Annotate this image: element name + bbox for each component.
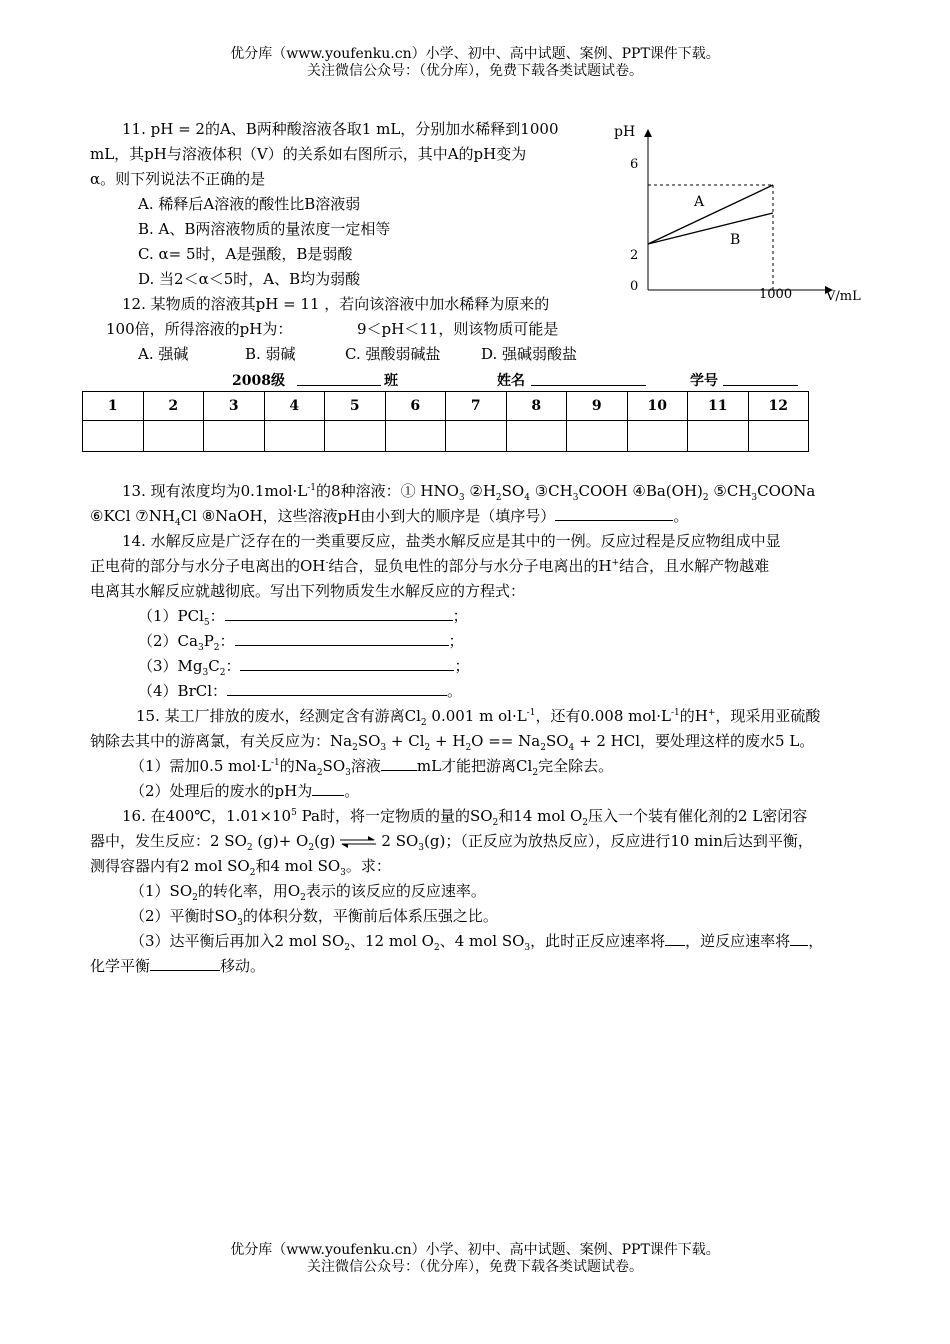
answer-cell[interactable] — [446, 421, 507, 452]
q15-item1: （1）需加0.5 $mol\cdot L^{-1}$的$Na_2SO_3$溶液 mL才能把游离$Cl_2$完全除去。 — [130, 757, 614, 778]
q14-line3: 电离其水解反应就越彻底。写出下列物质发生水解反应的方程式： — [90, 582, 526, 600]
answer-cell[interactable] — [688, 421, 749, 452]
y-axis-label: pH — [614, 124, 636, 140]
q14-item2: $(2)Ca_3P_2$： ； — [138, 632, 464, 653]
q15-answer-blank-2[interactable] — [312, 781, 344, 796]
q12-option-b: B. 弱碱 — [245, 345, 296, 363]
page-header-line1: 优分库（www.youfenku.cn）小学、初中、高中试题、案例、PPT课件下载。 — [230, 46, 720, 62]
q11-option-a: A. 稀释后A溶液的酸性比B溶液弱 — [138, 195, 361, 213]
answer-cell[interactable] — [627, 421, 688, 452]
q11-line1: 11. pH = 2的A、B两种酸溶液各取1 mL，分别加水稀释到1000 — [122, 120, 559, 138]
q15-item2: （2）处理后的废水的pH为 。 — [130, 782, 360, 800]
series-a-label: A — [694, 194, 705, 210]
q12-line1: 12. 某物质的溶液其pH = 11 ，若向该溶液中加水稀释为原来的 — [122, 295, 550, 313]
grade-label: 2008级 — [232, 373, 285, 389]
q14-answer-blank-3[interactable] — [240, 656, 454, 671]
series-b-label: B — [730, 232, 741, 248]
page-footer-line2: 关注微信公众号：（优分库），免费下载各类试题试卷。 — [307, 1259, 643, 1275]
answer-cell[interactable] — [83, 421, 144, 452]
q11-option-c: C. α= 5时，A是强酸，B是弱酸 — [138, 245, 353, 263]
answer-cell[interactable] — [385, 421, 446, 452]
name-blank[interactable] — [531, 371, 646, 386]
q14-item1: （1）PCl$_5$： ； — [138, 607, 468, 628]
ph-dilution-chart — [610, 118, 880, 308]
q15-line1: 15. 某工厂排放的废水，经测定含有游离$Cl_2$ 0.001 m $ol\cdot L^{-1}$，还有0.008 $mol\cdot L^{-1}$的H+，现采用亚硫酸 — [136, 707, 821, 728]
series-a-line — [648, 185, 773, 244]
answer-number: 9 — [567, 392, 628, 421]
q14-answer-blank-4[interactable] — [227, 681, 447, 696]
answer-number: 7 — [446, 392, 507, 421]
y-tick-2: 2 — [630, 248, 639, 263]
q11-line2: mL，其pH与溶液体积（V）的关系如右图所示，其中A的pH变为 — [90, 145, 527, 163]
answer-cell[interactable] — [264, 421, 325, 452]
q12-line2a: 100倍，所得溶液的pH为： — [106, 320, 293, 338]
class-label: 班 — [384, 373, 398, 389]
q16-line1: 16. 在400℃，$1.01\times 10^5$ Pa时，将一定物质的量的$SO_2$和14 mol $O_2$压入一个装有催化剂的2 L密闭容 — [122, 807, 808, 828]
q16-item4: 化学平衡 移动。 — [90, 957, 266, 975]
q16-item3: （3）达平衡后再加入2 mol $SO_2$、12 mol $O_2$、4 mol $SO_3$，此时正反应速率将 ，逆反应速率将 ， — [130, 932, 824, 953]
q11-option-b: B. A、B两溶液物质的量浓度一定相等 — [138, 220, 391, 238]
answer-cell[interactable] — [748, 421, 809, 452]
equilibrium-arrow — [338, 836, 378, 848]
q14-line2: 正电荷的部分与水分子电离出的OH-结合，显负电性的部分与水分子电离出的H+结合，且水解产物越难 — [90, 557, 770, 575]
q16-answer-blank-shift[interactable] — [150, 956, 220, 971]
q14-line1: 14. 水解反应是广泛存在的一类重要反应，盐类水解反应是其中的一例。反应过程是反应物组成中显 — [122, 532, 781, 550]
y-tick-0: 0 — [630, 279, 639, 294]
answer-cell[interactable] — [143, 421, 204, 452]
class-blank[interactable] — [297, 371, 381, 386]
q13-line2: ⑥KCl $⑦NH_4Cl$ ⑧NaOH，这些溶液pH由小到大的顺序是（填序号） 。 — [90, 507, 689, 528]
q14-answer-blank-2[interactable] — [235, 631, 449, 646]
x-axis-label: V/mL — [826, 289, 861, 304]
answer-number: 1 — [83, 392, 144, 421]
q14-item4: （4）BrCl： 。 — [138, 682, 463, 700]
answer-table — [82, 391, 809, 452]
q16-line3: 测得容器内有2 mol $SO_2$和4 mol $SO_3$。求： — [90, 857, 391, 878]
answer-cell[interactable] — [567, 421, 628, 452]
answer-number: 5 — [325, 392, 386, 421]
answer-cell[interactable] — [325, 421, 386, 452]
name-label: 姓名 — [497, 373, 525, 389]
q15-line2: 钠除去其中的游离氯，有关反应为：$Na_2SO_3 + Cl_2 + H_2O == Na_2SO_4 + 2$ HCl，要处理这样的废水5 L。 — [90, 732, 815, 753]
answer-number: 4 — [264, 392, 325, 421]
page-footer-line1: 优分库（www.youfenku.cn）小学、初中、高中试题、案例、PPT课件下载。 — [230, 1242, 720, 1258]
q13-answer-blank[interactable] — [555, 506, 673, 521]
x-tick-1000: 1000 — [759, 287, 793, 302]
q12-option-d: D. 强碱弱酸盐 — [481, 345, 578, 363]
q16-answer-blank-reverse[interactable] — [790, 931, 808, 946]
q11-line3: α。则下列说法不正确的是 — [90, 170, 266, 188]
q15-answer-blank-1[interactable] — [381, 756, 417, 771]
answer-number: 8 — [506, 392, 567, 421]
q16-answer-blank-forward[interactable] — [665, 931, 685, 946]
answer-number: 12 — [748, 392, 809, 421]
q12-option-a: A. 强碱 — [138, 345, 189, 363]
answer-number: 2 — [143, 392, 204, 421]
q12-option-c: C. 强酸弱碱盐 — [345, 345, 441, 363]
answer-number: 6 — [385, 392, 446, 421]
page-header-line2: 关注微信公众号：（优分库），免费下载各类试题试卷。 — [307, 63, 643, 79]
q16-item1: $(1)SO_2$的转化率，用$O_2$表示的该反应的反应速率。 — [130, 882, 486, 903]
q16-item2: （2）平衡时$SO_3$的体积分数，平衡前后体系压强之比。 — [130, 907, 498, 928]
answer-cell[interactable] — [204, 421, 265, 452]
answer-number: 10 — [627, 392, 688, 421]
answer-number: 11 — [688, 392, 749, 421]
q12-line2b: 9＜pH＜11，则该物质可能是 — [357, 320, 559, 338]
series-b-line — [648, 213, 773, 244]
y-tick-6: 6 — [630, 157, 639, 172]
id-label: 学号 — [690, 373, 718, 389]
q16-line2: 器中，发生反应：2 $SO_2$ $(g)+ O_2(g)$ 2 $SO_3(g)$；（正反应为放热反应），反应进行10 min后达到平衡， — [90, 832, 813, 853]
id-blank[interactable] — [723, 371, 798, 386]
answer-number: 3 — [204, 392, 265, 421]
q11-option-d: D. 当2＜α＜5时，A、B均为弱酸 — [138, 270, 361, 288]
q14-answer-blank-1[interactable] — [225, 606, 453, 621]
answer-cell[interactable] — [506, 421, 567, 452]
q13-line1: 13. 现有浓度均为$0.1mol\cdot L^{-1}$的8种溶液：① $HNO_3$ $②H_2SO_4$ $③CH_3COOH$ $④Ba(OH)_2$ $⑤CH_3COONa$ — [122, 482, 816, 503]
q14-item3: $(3)Mg_3C_2$： ； — [138, 657, 470, 678]
